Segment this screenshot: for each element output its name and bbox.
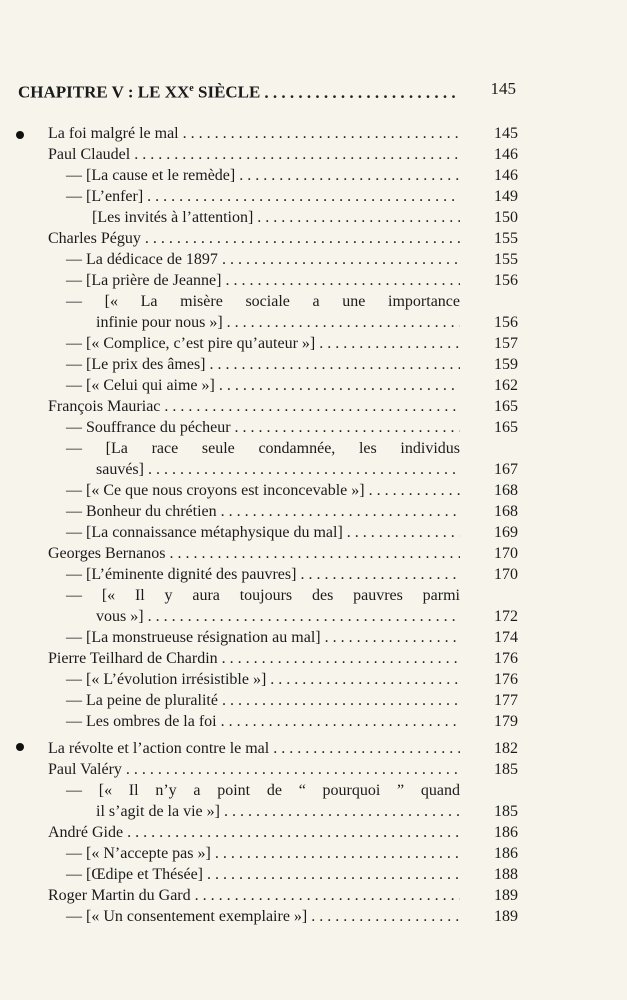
toc-entry xyxy=(66,165,518,186)
chapter-heading xyxy=(18,78,516,103)
toc-entry-page: 188 xyxy=(494,866,518,883)
toc-entry-page: 182 xyxy=(494,740,518,757)
toc-entry-page: 146 xyxy=(494,146,518,163)
toc-entry-title: Georges Bernanos xyxy=(48,545,166,562)
toc-entry-title: — Les ombres de la foi xyxy=(66,713,217,730)
toc-entry-page: 150 xyxy=(494,209,518,226)
dot-leader xyxy=(179,123,460,144)
toc-entry-page: 156 xyxy=(494,314,518,331)
toc-entry-title: La foi malgré le mal xyxy=(48,125,179,142)
toc-entry xyxy=(48,228,518,249)
toc-entry-page: 176 xyxy=(494,650,518,667)
toc-entry-page: 155 xyxy=(494,251,518,268)
dot-leader xyxy=(260,82,458,103)
dot-leader xyxy=(217,711,460,732)
toc-entry xyxy=(48,822,518,843)
toc-entry-title: — [La monstrueuse résignation au mal] xyxy=(66,629,321,646)
dot-leader xyxy=(191,885,460,906)
toc-entry xyxy=(92,207,518,228)
dot-leader xyxy=(321,627,460,648)
dot-leader xyxy=(307,906,460,927)
dot-leader xyxy=(144,606,460,627)
toc-entry-page: 168 xyxy=(494,482,518,499)
toc-entry-page: 170 xyxy=(494,545,518,562)
toc-entry-page: 159 xyxy=(494,356,518,373)
dot-leader xyxy=(269,738,460,759)
dot-leader xyxy=(220,801,460,822)
toc-entry-title: — [« N’accepte pas »] xyxy=(66,845,211,862)
toc-entry-title: — [« Complice, c’est pire qu’auteur »] xyxy=(66,335,316,352)
chapter-title-superscript: e xyxy=(189,83,194,94)
toc-entry-page: 165 xyxy=(494,419,518,436)
toc-entry-title: — Bonheur du chrétien xyxy=(66,503,217,520)
toc-entry xyxy=(48,738,518,759)
toc-entry xyxy=(66,843,518,864)
toc-entry xyxy=(66,249,518,270)
dot-leader xyxy=(223,312,460,333)
dot-leader xyxy=(144,459,460,480)
toc-entry xyxy=(66,669,518,690)
toc-entry-title: — [L’enfer] xyxy=(66,188,144,205)
toc-entry-page: 155 xyxy=(494,230,518,247)
toc-entry-page: 189 xyxy=(494,908,518,925)
toc-entry xyxy=(96,312,518,333)
toc-entry xyxy=(48,123,518,144)
toc-entry-page: 177 xyxy=(494,692,518,709)
toc-entry-title: — La dédicace de 1897 xyxy=(66,251,218,268)
dot-leader xyxy=(315,333,460,354)
dot-leader xyxy=(215,375,460,396)
chapter-title: CHAPITRE V : LE XX xyxy=(18,82,190,102)
toc-entry-title: — [« L’évolution irrésistible »] xyxy=(66,671,267,688)
dot-leader xyxy=(123,822,460,843)
toc-entry-title: infinie pour nous »] xyxy=(96,314,223,331)
toc-entry-page: 179 xyxy=(494,713,518,730)
toc-entry-page: 167 xyxy=(494,461,518,478)
dot-leader xyxy=(130,144,460,165)
toc-entry-title: André Gide xyxy=(48,824,124,841)
toc-entry-page: 146 xyxy=(494,167,518,184)
dot-leader xyxy=(160,396,460,417)
toc-entry-page: 172 xyxy=(494,608,518,625)
toc-entry-page: 165 xyxy=(494,398,518,415)
toc-entry-page: 162 xyxy=(494,377,518,394)
dot-leader xyxy=(218,690,460,711)
dot-leader xyxy=(206,354,460,375)
toc-entry-page: 186 xyxy=(494,824,518,841)
toc-entry-page: 156 xyxy=(494,272,518,289)
chapter-title-end: SIÈCLE xyxy=(193,82,261,102)
toc-entry-title: — [« Un consentement exemplaire »] xyxy=(66,908,308,925)
toc-entry xyxy=(66,501,518,522)
toc-entry-title: François Mauriac xyxy=(48,398,161,415)
toc-entry xyxy=(66,864,518,885)
toc-entry xyxy=(66,906,518,927)
toc-entry xyxy=(48,648,518,669)
toc-entry-page: 185 xyxy=(494,761,518,778)
dot-leader xyxy=(217,501,460,522)
dot-leader xyxy=(211,843,460,864)
toc-entry xyxy=(96,459,518,480)
toc-entry xyxy=(48,543,518,564)
toc-entry-page: 189 xyxy=(494,887,518,904)
dot-leader xyxy=(218,249,460,270)
toc-entry xyxy=(48,885,518,906)
toc-entry xyxy=(48,759,518,780)
toc-entry-title: vous »] xyxy=(96,608,144,625)
dot-leader xyxy=(253,207,460,228)
dot-leader xyxy=(143,186,460,207)
toc-entry-line: — [« Il n’y a point de “ pourquoi ” quand xyxy=(66,782,460,799)
toc-entry-title: — [La cause et le remède] xyxy=(66,167,236,184)
toc-entry-title: sauvés] xyxy=(96,461,144,478)
toc-entry-title: il s’agit de la vie »] xyxy=(96,803,220,820)
section-bullet-icon xyxy=(16,743,24,751)
toc-entry-title: [Les invités à l’attention] xyxy=(92,209,254,226)
dot-leader xyxy=(365,480,460,501)
toc-entry-title: Paul Valéry xyxy=(48,761,122,778)
toc-entry xyxy=(66,522,518,543)
toc-entry-title: Roger Martin du Gard xyxy=(48,887,191,904)
dot-leader xyxy=(235,165,460,186)
dot-leader xyxy=(343,522,460,543)
chapter-page: 145 xyxy=(490,79,516,98)
dot-leader xyxy=(203,864,460,885)
toc-entry-title: — [La connaissance métaphysique du mal] xyxy=(66,524,343,541)
toc-entry xyxy=(48,144,518,165)
toc-entry xyxy=(66,711,518,732)
toc-entry-page: 145 xyxy=(494,125,518,142)
toc-entry xyxy=(66,186,518,207)
toc-entry-title: — La peine de pluralité xyxy=(66,692,218,709)
toc-entry-title: Charles Péguy xyxy=(48,230,141,247)
dot-leader xyxy=(221,270,460,291)
toc-entry-title: Paul Claudel xyxy=(48,146,131,163)
dot-leader xyxy=(266,669,460,690)
toc-entry-page: 176 xyxy=(494,671,518,688)
toc-entry-title: Pierre Teilhard de Chardin xyxy=(48,650,218,667)
toc-entry-title: — [La prière de Jeanne] xyxy=(66,272,222,289)
toc-entry-page: 169 xyxy=(494,524,518,541)
dot-leader xyxy=(141,228,460,249)
toc-entry xyxy=(96,606,518,627)
toc-entry-page: 174 xyxy=(494,629,518,646)
toc-entry xyxy=(48,396,518,417)
toc-entry xyxy=(66,375,518,396)
toc-entry-title: La révolte et l’action contre le mal xyxy=(48,740,270,757)
dot-leader xyxy=(296,564,460,585)
toc-entry-page: 186 xyxy=(494,845,518,862)
dot-leader xyxy=(165,543,460,564)
toc-entry-page: 157 xyxy=(494,335,518,352)
toc-entry xyxy=(66,333,518,354)
section-bullet-icon xyxy=(16,131,24,139)
toc-entry-line: — [La race seule condamnée, les individus xyxy=(66,440,460,457)
dot-leader xyxy=(218,648,460,669)
dot-leader xyxy=(231,417,460,438)
toc-entry xyxy=(66,480,518,501)
toc-entry xyxy=(96,801,518,822)
dot-leader xyxy=(122,759,460,780)
toc-entry-page: 149 xyxy=(494,188,518,205)
toc-entry xyxy=(66,354,518,375)
toc-entry-line: — [« Il y aura toujours des pauvres parmi xyxy=(66,587,460,604)
toc-entry-page: 168 xyxy=(494,503,518,520)
toc-entry-page: 170 xyxy=(494,566,518,583)
toc-entry-page: 185 xyxy=(494,803,518,820)
toc-entry-line: — [« La misère sociale a une importance xyxy=(66,293,460,310)
toc-entry xyxy=(66,564,518,585)
toc-entry xyxy=(66,417,518,438)
toc-entry-title: — Souffrance du pécheur xyxy=(66,419,231,436)
toc-entry-title: — [« Ce que nous croyons est inconcevable »] xyxy=(66,482,365,499)
toc-entry-title: — [« Celui qui aime »] xyxy=(66,377,215,394)
toc-entry xyxy=(66,270,518,291)
toc-entry-title: — [Œdipe et Thésée] xyxy=(66,866,203,883)
toc-entry-title: — [L’éminente dignité des pauvres] xyxy=(66,566,297,583)
toc-entry-title: — [Le prix des âmes] xyxy=(66,356,206,373)
toc-entry xyxy=(66,690,518,711)
toc-entry xyxy=(66,627,518,648)
